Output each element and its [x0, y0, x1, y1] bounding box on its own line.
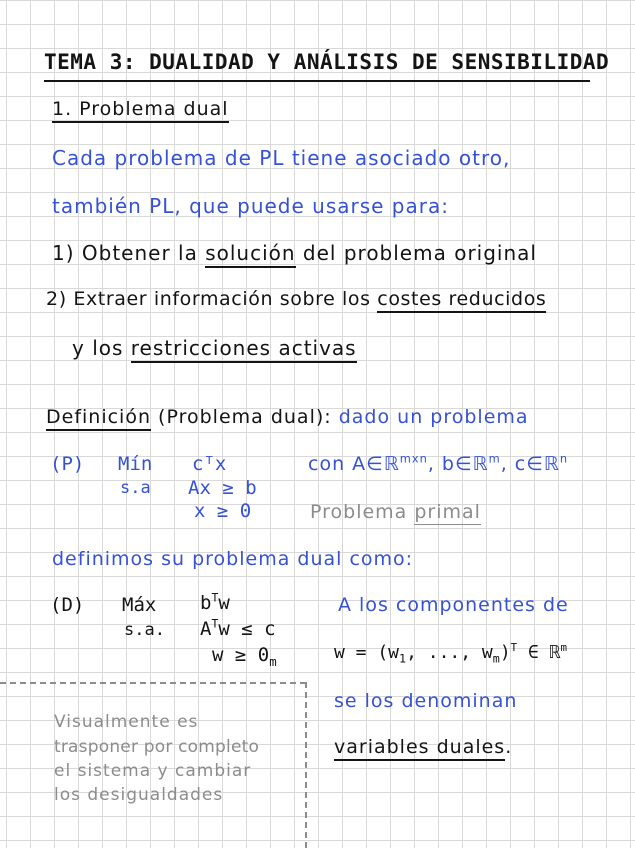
dv-main: w = (w [334, 642, 400, 663]
primal-dimensions [308, 451, 569, 475]
dims-c-sup: n [559, 451, 569, 466]
dims-b: , b∈ℝ [427, 453, 489, 475]
dims-A-sup: mxn [399, 451, 428, 466]
use-item-3 [72, 338, 357, 358]
dual-st: s.a. [124, 620, 165, 640]
dual-c1-A: A [200, 618, 212, 640]
primal-label: (P) [50, 453, 85, 475]
note-line-3: el sistema y cambiar [54, 761, 252, 781]
dual-vars-line-4 [334, 738, 512, 757]
title-underline [44, 80, 590, 82]
dual-c1-T: T [211, 616, 219, 631]
dual-vars-line-2 [334, 641, 568, 666]
primal-opt: Mín [118, 453, 153, 475]
intro-line-2: también PL, que puede usarse para: [52, 194, 449, 218]
dv-sup: m [560, 641, 568, 654]
dims-c: , c∈ℝ [500, 453, 560, 475]
dual-obj-T: T [211, 590, 219, 605]
dv-in: ∈ ℝ [517, 642, 561, 663]
dual-c2: w ≥ 0 [212, 644, 270, 666]
section-heading [52, 100, 229, 119]
use-item-3-link: restricciones activas [131, 336, 357, 363]
page-title: TEMA 3: DUALIDAD Y ANÁLISIS DE SENSIBILIDAD [44, 50, 610, 74]
definition-line [46, 408, 529, 427]
dual-constraint-1 [200, 616, 276, 640]
section-heading-text: 1. Problema dual [52, 98, 229, 123]
dv-mid: , ..., w [406, 642, 493, 663]
intro-line-1: Cada problema de PL tiene asociado otro, [52, 146, 511, 170]
note-box-top-border [0, 682, 306, 684]
dual-objective [200, 590, 230, 614]
primal-tag-text: Problema [310, 501, 408, 523]
primal-constraint-2: x ≥ 0 [194, 500, 252, 522]
use-item-1-suffix: del problema original [302, 241, 537, 265]
use-item-2-prefix: 2) Extraer información sobre los [46, 288, 371, 310]
define-dual-line: definimos su problema dual como: [52, 548, 414, 570]
primal-tag-word: primal [414, 501, 481, 523]
dv-close: ) [499, 642, 511, 663]
dual-constraint-2 [212, 644, 277, 669]
primal-st: s.a [120, 478, 151, 498]
note-box-right-border [305, 682, 307, 848]
dual-opt: Máx [122, 594, 157, 616]
primal-tag [310, 503, 481, 522]
dual-c2-sub: m [269, 654, 277, 669]
note-line-1: Visualmente es [54, 712, 199, 732]
note-line-2: trasponer por completo [54, 737, 260, 757]
dual-label: (D) [50, 594, 85, 616]
dual-vars-term: variables duales [334, 736, 505, 761]
dual-c1-rest: w ≤ c [218, 618, 276, 640]
dv-subm: m [492, 651, 500, 666]
use-item-1 [52, 243, 537, 263]
note-line-4: los desigualdades [54, 785, 224, 805]
use-item-2 [46, 290, 546, 309]
primal-objective: cᵀx [192, 453, 227, 475]
dual-vars-line-3: se los denominan [334, 690, 518, 712]
definition-heading: Definición [46, 406, 151, 431]
use-item-3-prefix: y los [72, 336, 124, 360]
use-item-2-link: costes reducidos [377, 288, 546, 313]
dv-sub1: 1 [399, 651, 407, 666]
dual-vars-dot: . [505, 736, 513, 758]
dv-T: T [510, 641, 518, 654]
use-item-1-link: solución [205, 241, 295, 268]
use-item-1-prefix: 1) Obtener la [52, 241, 198, 265]
dual-obj-w: w [218, 592, 230, 614]
primal-constraint-1: Ax ≥ b [188, 477, 257, 499]
definition-lead: dado un problema [338, 406, 529, 428]
dual-vars-line-1: A los componentes de [338, 594, 569, 616]
dims-A: A∈ℝ [352, 453, 400, 475]
dims-b-sup: m [488, 451, 501, 466]
definition-paren: (Problema dual): [158, 406, 332, 428]
dims-con: con [308, 453, 346, 475]
dual-obj-b: b [200, 592, 212, 614]
